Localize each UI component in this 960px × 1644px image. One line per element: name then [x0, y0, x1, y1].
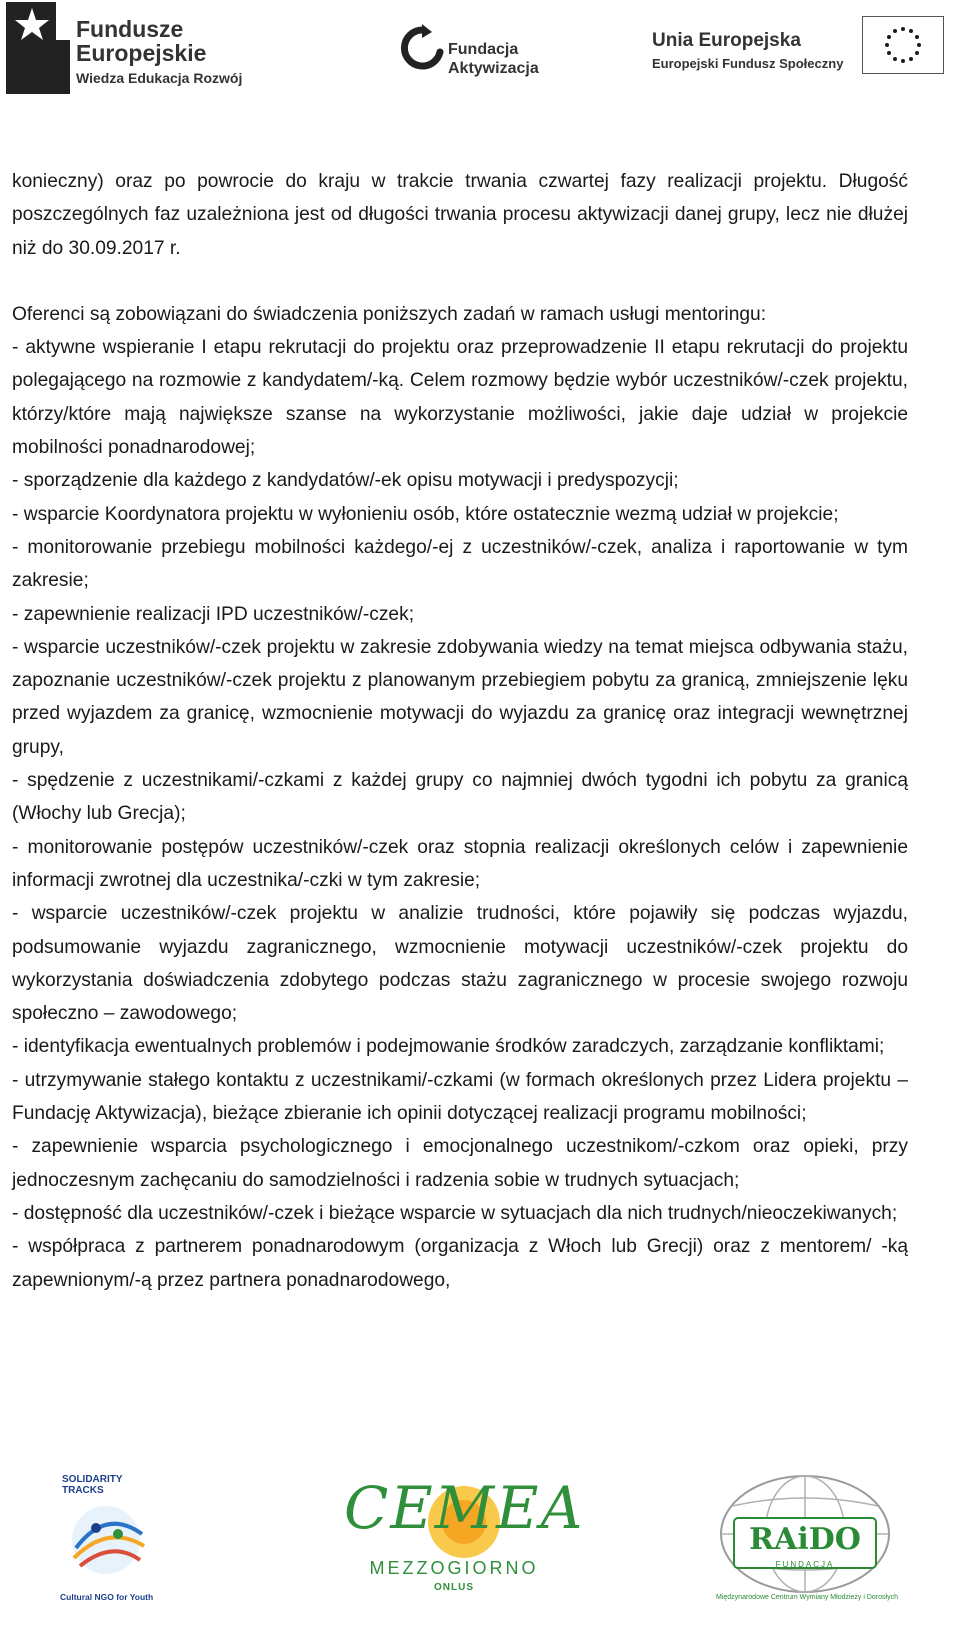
cemea-mezzogiorno-logo — [344, 1466, 585, 1606]
fe-logo-line2: Europejskie — [76, 40, 207, 66]
cemea-logo-line3: ONLUS — [434, 1582, 474, 1593]
raido-logo-line2: FUNDACJA — [775, 1560, 835, 1569]
eu-flag-icon — [862, 16, 944, 74]
task-item: - identyfikacja ewentualnych problemów i podejmowanie środków zaradczych, zarządzanie konfliktami; — [12, 1036, 885, 1058]
fundusze-europejskie-logo — [6, 0, 276, 96]
paragraph-gap — [12, 265, 908, 298]
task-item: - współpraca z partnerem ponadnarodowym (organizacja z Włoch lub Grecji) oraz z mentorem/ -ką zapewnionym/-ą przez partnera ponadnarodowego, — [12, 1236, 908, 1291]
fundusze-europejskie-emblem-icon — [6, 0, 70, 94]
fe-logo-line1: Fundusze — [76, 16, 184, 42]
task-item: - sporządzenie dla każdego z kandydatów/-ek opisu motywacji i predyspozycji; — [12, 470, 679, 492]
task-item: - zapewnienie realizacji IPD uczestników/-czek; — [12, 603, 415, 625]
intro-paragraph: konieczny) oraz po powrocie do kraju w trakcie trwania czwartej fazy realizacji projektu. Długość poszczególnych faz uzależniona jest od długości trwania procesu aktywizacji danej grupy, lecz nie dłużej niż do 30.09.2017 r. — [12, 171, 908, 259]
page-header — [0, 0, 960, 100]
page-footer — [0, 1466, 960, 1644]
fa-logo-line2: Aktywizacja — [448, 60, 539, 77]
fe-logo-subline: Wiedza Edukacja Rozwój — [76, 70, 243, 86]
task-item: - monitorowanie postępów uczestników/-czek oraz stopnia realizacji określonych celów i zapewnienie informacji zwrotnej dla uczestnika/-czki w tym zakresie; — [12, 836, 908, 891]
raido-logo-line1: RAiDO — [749, 1522, 861, 1557]
task-item: - spędzenie z uczestnikami/-czkami z każdej grupy co najmniej dwóch tygodni ich pobytu za granicą (Włochy lub Grecja); — [12, 770, 908, 825]
fundacja-aktywizacja-swirl-icon — [400, 22, 444, 82]
fa-logo-line1: Fundacja — [448, 41, 519, 58]
cemea-logo-line2: MEZZOGIORNO — [369, 1558, 539, 1578]
unia-europejska-logo — [652, 16, 952, 86]
fundacja-aktywizacja-logo — [400, 18, 570, 88]
st-logo-line2: Cultural NGO for Youth — [60, 1592, 154, 1602]
tasks-intro: Oferenci są zobowiązani do świadczenia poniższych zadań w ramach usługi mentoringu: — [12, 303, 767, 325]
document-body — [12, 165, 908, 1297]
task-item: - wsparcie uczestników/-czek projektu w zakresie zdobywania wiedzy na temat miejsca odbywania stażu, zapoznanie uczestników/-czek projektu z planowanym przebiegiem pobytu za granicą, zmniejszenie lęku przed wyjazdem za granicę, wzmocnienie motywacji do wyjazdu za granicę oraz integracji wewnętrznej grupy, — [12, 636, 908, 758]
st-logo-line1: SOLIDARITY TRACKS — [62, 1474, 123, 1496]
raido-fundacja-logo — [712, 1470, 912, 1620]
task-item: - aktywne wspieranie I etapu rekrutacji do projektu oraz przeprowadzenie II etapu rekrutacji do projektu polegającego na rozmowie z kandydatem/-ką. Celem rozmowy będzie wybór uczestników/-czek projektu, którzy/które mają największe szanse na wykorzystanie możliwości, jakie daje udział w projekcie mobilności ponadnarodowej; — [12, 337, 908, 459]
task-item: - zapewnienie wsparcia psychologicznego i emocjonalnego uczestnikom/-czkom oraz opieki, przy jednoczesnym zachęcaniu do samodzielności i radzenia sobie w trudnych sytuacjach; — [12, 1136, 908, 1191]
task-item: - utrzymywanie stałego kontaktu z uczestnikami/-czkami (w formach określonych przez Lidera projektu – Fundację Aktywizacja), bieżące zbieranie ich opinii dotyczącej realizacji programu mobilności; — [12, 1069, 908, 1125]
cemea-logo-line1: CEMEA — [344, 1474, 585, 1542]
ue-logo-title: Unia Europejska — [652, 30, 801, 51]
raido-logo-line3: Międzynarodowe Centrum Wymiany Młodzieży i Dorosłych — [716, 1594, 898, 1601]
task-item: - wsparcie uczestników/-czek projektu w analizie trudności, które pojawiły się podczas wyjazdu, podsumowanie wyjazdu zagranicznego, wzmocnienie motywacji uczestników/-czek projektu do wykorzystania doświadczenia zdobytego podczas stażu zagranicznego w procesie swojego rozwoju społeczno – zawodowego; — [12, 903, 908, 1025]
task-item: - wsparcie Koordynatora projektu w wyłonieniu osób, które ostatecznie wezmą udział w projekcie; — [12, 503, 839, 525]
ue-logo-subtitle: Europejski Fundusz Społeczny — [652, 56, 844, 71]
solidarity-tracks-globe-icon — [56, 1488, 156, 1588]
eu-stars-icon — [863, 17, 943, 73]
solidarity-tracks-logo — [52, 1474, 162, 1604]
task-item: - dostępność dla uczestników/-czek i bieżące wsparcie w sytuacjach dla nich trudnych/nieoczekiwanych; — [12, 1202, 898, 1224]
task-item: - monitorowanie przebiegu mobilności każdego/-ej z uczestników/-czek, analiza i raportowanie w tym zakresie; — [12, 536, 908, 592]
